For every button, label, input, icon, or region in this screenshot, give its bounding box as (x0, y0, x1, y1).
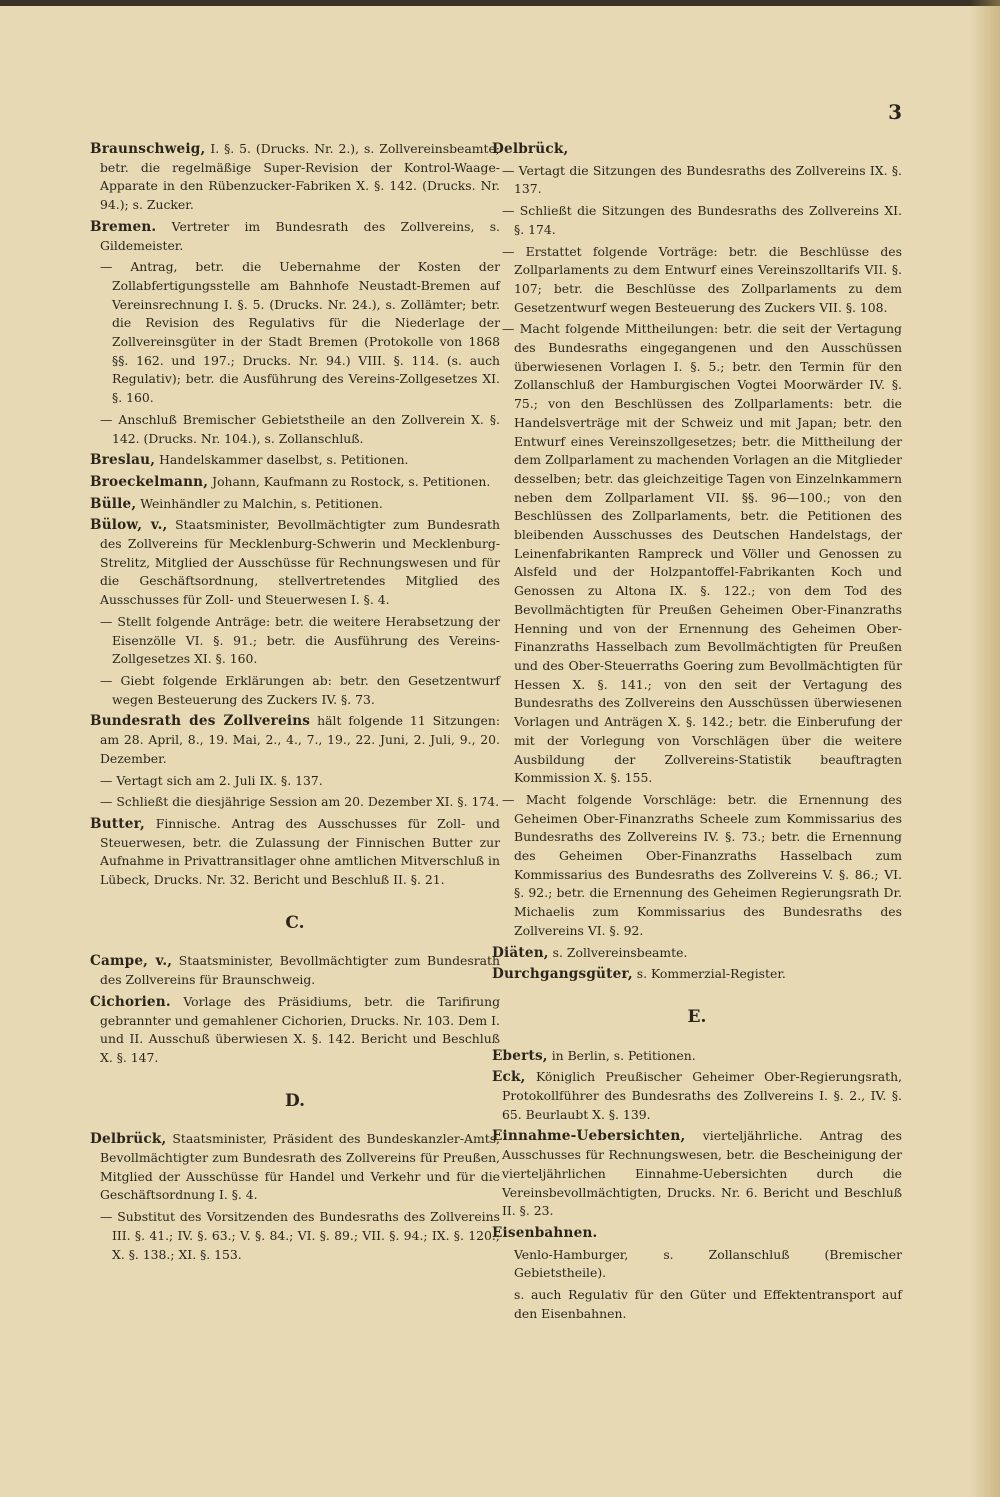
index-entry (90, 495, 500, 514)
entry-text: in Berlin, s. Petitionen. (547, 1047, 696, 1063)
entry-headword: Eck, (492, 1069, 526, 1086)
index-subentry (90, 1208, 500, 1264)
entry-text: Königlich Preußischer Geheimer Ober-Regierungsrath, Protokollführer des Bundesraths des Zollvereins I. §. 2., IV. §. 65. Beurlaubt X. §. 139. (502, 1069, 902, 1122)
entry-text: — Anschluß Bremischer Gebietstheile an den Zollverein X. §. 142. (Drucks. Nr. 104.), s. Zollanschluß. (100, 411, 500, 446)
section-letter-e: E. (687, 1006, 707, 1027)
entry-text: — Macht folgende Mittheilungen: betr. die seit der Vertagung des Bundesraths eingegangenen und den Ausschüssen überwiesenen Vorlagen I. §. 5.; betr. den Termin für den Zollanschluß der Hamburgischen Vogtei Moorwärder IV. §. 75.; von den Beschlüssen des Zollparlaments: betr. die Handelsverträge mit der Schweiz und mit Japan; betr. den Entwurf eines Vereinszollgesetzes; betr. die Mittheilung der dem Zollparlament zu machenden Vorlagen an die Mitglieder desselben; betr. das gleichzeitige Tagen von Einzelnkammern neben dem Zollparlament VII. §§. 96—100.; von den Beschlüssen des Zollparlaments, betr. die Petitionen des bleibenden Ausschusses des Deutschen Handelstags, der Leinenfabrikanten Rampreck und Völler und Genossen zu Alsfeld und der Holzpantoffel-Fabrikanten Koch und Genossen zu Altona IX. §. 122.; von dem Tod des Bevollmächtigten für Preußen Geheimen Ober-Finanzraths Henning und von der Ernennung des Geheimen Ober-Finanzraths Hasselbach zum Bevollmächtigten für Preußen und des Ober-Steuerraths Goering zum Bevollmächtigten für Hessen X. §. 141.; von den seit der Vertagung des Bundesraths des Zollvereins den Ausschüssen überwiesenen Vorlagen und Anträgen X. §. 142.; betr. die Einberufung der mit der Vorlegung von Vorschlägen über die weitere Ausbildung der Zollvereins-Statistik beauftragten Kommission X. §. 155. (502, 321, 902, 786)
index-subentry (492, 162, 902, 199)
index-entry (90, 1130, 500, 1205)
entry-headword: Einnahme-Uebersichten, (492, 1128, 686, 1145)
index-entry (492, 140, 902, 159)
entry-headword: Butter, (90, 815, 145, 832)
entry-headword: Broeckelmann, (90, 473, 209, 490)
index-subentry (90, 258, 500, 408)
index-subentry (90, 613, 500, 669)
entry-text: — Substitut des Vorsitzenden des Bundesraths des Zollvereins III. §. 41.; IV. §. 63.; V. §. 84.; VI. §. 89.; VII. §. 94.; IX. §. 120.; X. §. 138.; XI. §. 153. (100, 1209, 500, 1262)
entry-headword: Durchgangsgüter, (492, 966, 633, 983)
entry-text: hält folgende 11 Sitzungen: am 28. April, 8., 19. Mai, 2., 4., 7., 19., 22. Juni, 2. Juli, 9., 20. Dezember. (100, 713, 501, 766)
index-subentry (492, 320, 902, 788)
entry-text: Vorlage des Präsidiums, betr. die Tarifirung gebrannter und gemahlener Cichorien, Drucks. Nr. 103. Dem I. und II. Ausschuß überwiesen X. §. 142. Bericht und Beschluß X. §. 147. (100, 993, 500, 1065)
entry-text: — Vertagt die Sitzungen des Bundesraths des Zollvereins IX. §. 137. (502, 162, 902, 197)
entry-text: Staatsminister, Bevollmächtigter zum Bundesrath des Zollvereins für Braunschweig. (100, 953, 500, 988)
entry-continuation: Venlo-Hamburger, s. Zollanschluß (Bremischer Gebietstheile). (514, 1246, 902, 1281)
entry-text: Weinhändler zu Malchin, s. Petitionen. (136, 495, 383, 511)
entry-text: — Antrag, betr. die Uebernahme der Kosten der Zollabfertigungsstelle am Bahnhofe Neustadt-Bremen auf Vereinsrechnung I. §. 5. (Drucks. Nr. 24.), s. Zollämter; betr. die Revision des Regulativs für die Niederlage der Zollvereinsgüter in der Stadt Bremen (Protokolle von 1868 §§. 162. und 197.; Drucks. Nr. 94.) VIII. §. 114. (s. auch Regulativ); betr. die Ausführung des Vereins-Zollgesetzes XI. §. 160. (100, 259, 500, 406)
entry-text: s. Kommerzial-Register. (632, 966, 786, 982)
index-entry (90, 993, 500, 1068)
entry-headword: Delbrück, (492, 141, 569, 157)
page-number: 3 (888, 100, 902, 124)
index-subentry (492, 243, 902, 318)
entry-text: — Stellt folgende Anträge: betr. die weitere Herabsetzung der Eisenzölle VI. §. 91.; betr. die Ausführung des Vereins-Zollgesetzes XI. §. 160. (100, 613, 500, 667)
entry-headword: Eberts, (492, 1047, 548, 1064)
entry-headword: Cichorien. (90, 993, 171, 1010)
index-entry (492, 1224, 902, 1243)
left-column (90, 140, 500, 1267)
entry-text: — Macht folgende Vorschläge: betr. die Ernennung des Geheimen Ober-Finanzraths Scheele zum Kommissarius des Bundesraths des Zollvereins IV. §. 73.; betr. die Ernennung des Geheimen Ober-Finanzraths Hasselbach zum Kommissarius des Bundesraths des Zollvereins V. §. 86.; VI. §. 92.; betr. die Ernennung des Geheimen Regierungsrath Dr. Michaelis zum Kommissarius des Bundesraths des Zollvereins VI. §. 92. (502, 791, 902, 938)
section-letter-d: D. (284, 1090, 306, 1111)
entry-text: Vertreter im Bundesrath des Zollvereins, s. Gildemeister. (100, 218, 500, 253)
entry-headword: Bundesrath des Zollvereins (90, 713, 311, 730)
entry-text: Johann, Kaufmann zu Rostock, s. Petitionen. (208, 473, 491, 489)
top-border (0, 0, 1000, 6)
entry-text: Finnische. Antrag des Ausschusses für Zoll- und Steuerwesen, betr. die Zulassung der Finnischen Butter zur Aufnahme in Privattransitlager ohne amtlichen Mitverschluß in Lübeck, Drucks. Nr. 32. Bericht und Beschluß II. §. 21. (100, 815, 500, 888)
entry-text: I. §. 5. (Drucks. Nr. 2.), s. Zollvereinsbeamte; betr. die regelmäßige Super-Revision der Kontrol-Waage-Apparate in den Rübenzucker-Fabriken X. §. 142. (Drucks. Nr. 94.); s. Zucker. (100, 141, 500, 213)
index-subentry (492, 791, 902, 941)
index-entry (492, 1047, 902, 1066)
index-entry (90, 140, 500, 215)
entry-text: — Schließt die Sitzungen des Bundesraths des Zollvereins XI. §. 174. (502, 203, 902, 237)
index-entry (492, 1068, 902, 1124)
section-letter-c: C. (285, 912, 305, 933)
entry-text: s. Zollvereinsbeamte. (548, 944, 688, 960)
index-entry (90, 516, 500, 610)
entry-headword: Diäten, (492, 944, 549, 961)
entry-text: — Giebt folgende Erklärungen ab: betr. den Gesetzentwurf wegen Besteuerung des Zuckers IV. §. 73. (100, 672, 500, 707)
index-entry (90, 712, 500, 768)
index-entry (90, 952, 500, 989)
entry-text: Staatsminister, Präsident des Bundeskanzler-Amts, Bevollmächtigter zum Bundesrath des Zollvereins für Preußen, Mitglied der Ausschüsse für Handel und Verkehr und für die Geschäftsordnung I. §. 4. (100, 1131, 500, 1203)
index-subentry (492, 202, 902, 239)
index-entry (90, 218, 500, 255)
entry-text: — Schließt die diesjährige Session am 20. Dezember XI. §. 174. (100, 794, 500, 810)
entry-headword: Breslau, (90, 452, 156, 469)
entry-text: Handelskammer daselbst, s. Petitionen. (155, 452, 409, 468)
page-edge-stain (970, 0, 1000, 1497)
entry-text: — Erstattet folgende Vorträge: betr. die Beschlüsse des Zollparlaments zu dem Entwurf eines Vereinszolltarifs VII. §. 107; betr. die Beschlüsse des Zollparlaments zu dem Gesetzentwurf wegen Besteuerung des Zuckers VII. §. 108. (502, 243, 902, 315)
entry-headword: Bülle, (90, 495, 137, 512)
index-entry (90, 473, 500, 492)
entry-continuation: s. auch Regulativ für den Güter und Effektentransport auf den Eisenbahnen. (514, 1287, 902, 1321)
entry-text: — Vertagt sich am 2. Juli IX. §. 137. (100, 772, 323, 788)
index-subentry (90, 672, 500, 709)
index-entry (90, 451, 500, 470)
entry-headword: Delbrück, (90, 1131, 167, 1148)
index-entry (492, 944, 902, 963)
index-entry (90, 815, 500, 890)
entry-headword: Braunschweig, (90, 141, 206, 157)
entry-headword: Campe, v., (90, 953, 173, 970)
index-entry (492, 965, 902, 984)
index-subentry (90, 411, 500, 448)
right-column (492, 140, 902, 1326)
index-subentry (90, 793, 500, 812)
entry-text: Staatsminister, Bevollmächtigter zum Bundesrath des Zollvereins für Mecklenburg-Schwerin und Mecklenburg-Strelitz, Mitglied der Ausschüsse für Rechnungswesen und für die Geschäftsordnung, stellvertretendes Mitglied des Ausschusses für Zoll- und Steuerwesen I. §. 4. (100, 517, 500, 608)
index-entry (492, 1127, 902, 1221)
entry-text: vierteljährliche. Antrag des Ausschusses für Rechnungswesen, betr. die Bescheinigung der vierteljährlichen Einnahme-Uebersichten durch die Vereinsbevollmächtigten, Drucks. Nr. 6. Bericht und Beschluß II. §. 23. (502, 1128, 902, 1219)
entry-headword: Bremen. (90, 218, 157, 235)
entry-headword: Eisenbahnen. (492, 1224, 598, 1241)
entry-headword: Bülow, v., (90, 517, 168, 534)
index-subentry (90, 772, 500, 791)
